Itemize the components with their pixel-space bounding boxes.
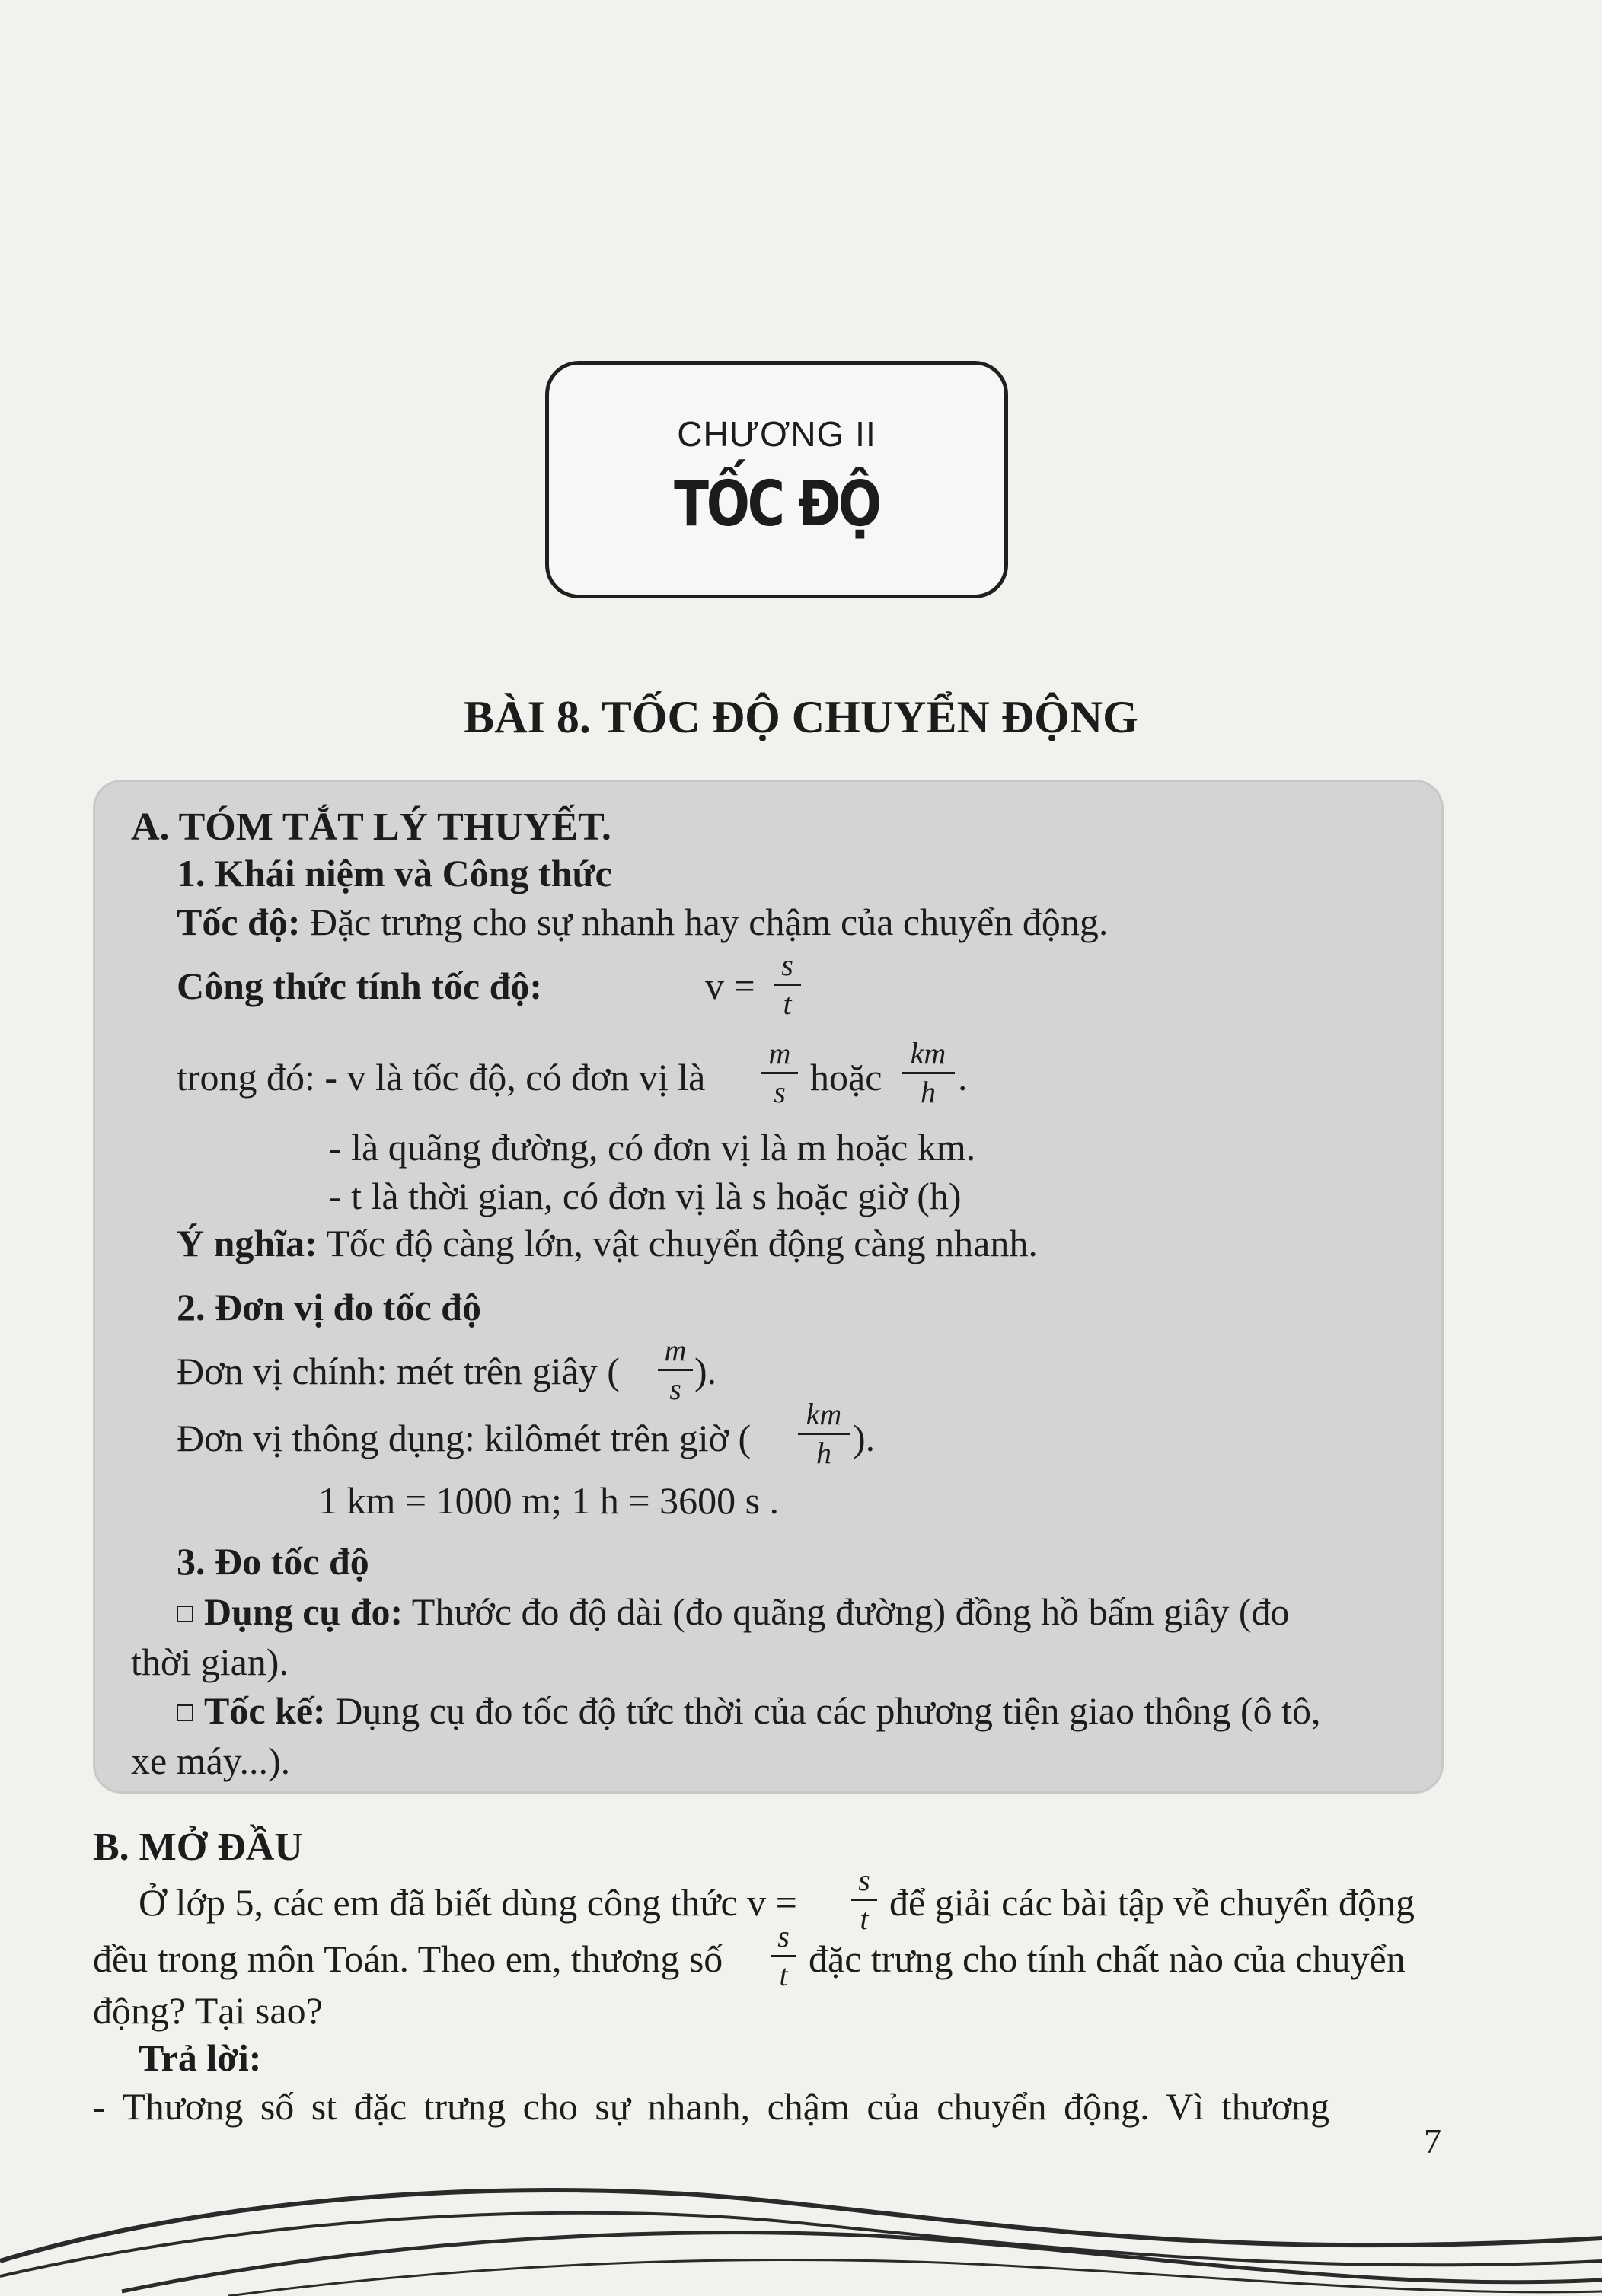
unit-ms-denominator: s — [774, 1075, 786, 1109]
tools-label: Dụng cụ đo: — [204, 1590, 404, 1633]
chapter-label: CHƯƠNG II — [677, 414, 876, 454]
checkbox-bullet-icon — [177, 1606, 193, 1622]
main-unit-close: ). — [694, 1350, 717, 1392]
main-unit-text: Đơn vị chính: mét trên giây ( — [177, 1350, 620, 1392]
decorative-waves — [0, 2147, 1602, 2296]
unit-ms-fraction — [761, 1035, 798, 1111]
speedometer-line — [177, 1690, 1321, 1732]
section-1-heading: 1. Khái niệm và Công thức — [177, 852, 612, 894]
unit-ms-numerator: m — [761, 1035, 798, 1074]
meaning-text: Tốc độ càng lớn, vật chuyển động càng nhanh. — [317, 1222, 1038, 1264]
intro-fraction-2-denominator: t — [779, 1958, 788, 1992]
intro-fraction-1-numerator: s — [851, 1862, 877, 1901]
lesson-title: BÀI 8. TỐC ĐỘ CHUYỂN ĐỘNG — [464, 692, 1138, 742]
formula-fraction — [774, 947, 801, 1022]
or-text: hoặc — [810, 1056, 882, 1099]
intro-fraction-1-denominator: t — [860, 1902, 869, 1936]
chapter-title: TỐC ĐỘ — [674, 468, 879, 541]
chapter-banner — [545, 361, 1008, 598]
main-unit-denominator: s — [669, 1372, 681, 1406]
main-unit-numerator: m — [658, 1332, 693, 1371]
common-unit-close: ). — [853, 1417, 876, 1459]
speedometer-text: Dụng cụ đo tốc độ tức thời của các phương tiện giao thông (ô tô, — [325, 1689, 1321, 1732]
meaning-label: Ý nghĩa: — [177, 1222, 318, 1264]
formula-denominator: t — [783, 987, 792, 1021]
common-unit-numerator: km — [798, 1396, 850, 1435]
unit-kmh-numerator: km — [902, 1035, 955, 1074]
speed-label: Tốc độ: — [177, 901, 301, 943]
answer-label: Trả lời: — [139, 2036, 262, 2079]
period: . — [958, 1056, 968, 1099]
speedometer-label: Tốc kế: — [204, 1689, 326, 1732]
speedometer-line-2: xe máy...). — [131, 1740, 291, 1782]
page-number: 7 — [1424, 2122, 1441, 2160]
intro-fraction-1 — [851, 1862, 877, 1937]
meaning-line — [177, 1223, 1038, 1264]
unit-kmh-denominator: h — [921, 1075, 936, 1109]
main-unit-fraction — [658, 1332, 693, 1408]
formula-lhs: v = — [705, 965, 755, 1007]
intro-fraction-2-numerator: s — [771, 1918, 796, 1957]
checkbox-bullet-icon — [177, 1704, 193, 1721]
where-text: trong đó: - v là tốc độ, có đơn vị là — [177, 1056, 706, 1099]
answer-text: - Thương số st đặc trưng cho sự nhanh, chậm của chuyển động. Vì thương — [93, 2085, 1330, 2128]
intro-line-1a: Ở lớp 5, các em đã biết dùng công thức v = — [139, 1881, 797, 1924]
distance-line: - là quãng đường, có đơn vị là m hoặc km. — [329, 1126, 976, 1169]
theory-heading: A. TÓM TẮT LÝ THUYẾT. — [131, 805, 611, 849]
common-unit-text: Đơn vị thông dụng: kilômét trên giờ ( — [177, 1417, 752, 1459]
formula-numerator: s — [774, 947, 801, 986]
tools-line-2: thời gian). — [131, 1641, 289, 1683]
tools-line — [177, 1591, 1290, 1633]
speed-definition-text: Đặc trưng cho sự nhanh hay chậm của chuyển động. — [300, 901, 1109, 943]
tools-text: Thước đo độ dài (đo quãng đường) đồng hồ bấm giây (đo — [403, 1590, 1290, 1633]
intro-line-2b: đặc trưng cho tính chất nào của chuyển — [809, 1937, 1406, 1980]
formula-label: Công thức tính tốc độ: — [177, 965, 543, 1007]
conversion-line: 1 km = 1000 m; 1 h = 3600 s . — [318, 1479, 780, 1522]
intro-fraction-2 — [771, 1918, 796, 1994]
intro-heading: B. MỞ ĐẦU — [93, 1826, 303, 1869]
speed-definition — [177, 901, 1108, 943]
section-2-heading: 2. Đơn vị đo tốc độ — [177, 1286, 481, 1328]
intro-line-1b: để giải các bài tập về chuyển động — [889, 1881, 1415, 1924]
common-unit-fraction — [798, 1396, 850, 1472]
common-unit-denominator: h — [816, 1436, 831, 1470]
unit-kmh-fraction — [902, 1035, 955, 1111]
time-line: - t là thời gian, có đơn vị là s hoặc giờ (h) — [329, 1175, 962, 1217]
intro-line-3: động? Tại sao? — [93, 1989, 323, 2032]
intro-line-2a: đều trong môn Toán. Theo em, thương số — [93, 1937, 723, 1980]
section-3-heading: 3. Đo tốc độ — [177, 1540, 369, 1583]
